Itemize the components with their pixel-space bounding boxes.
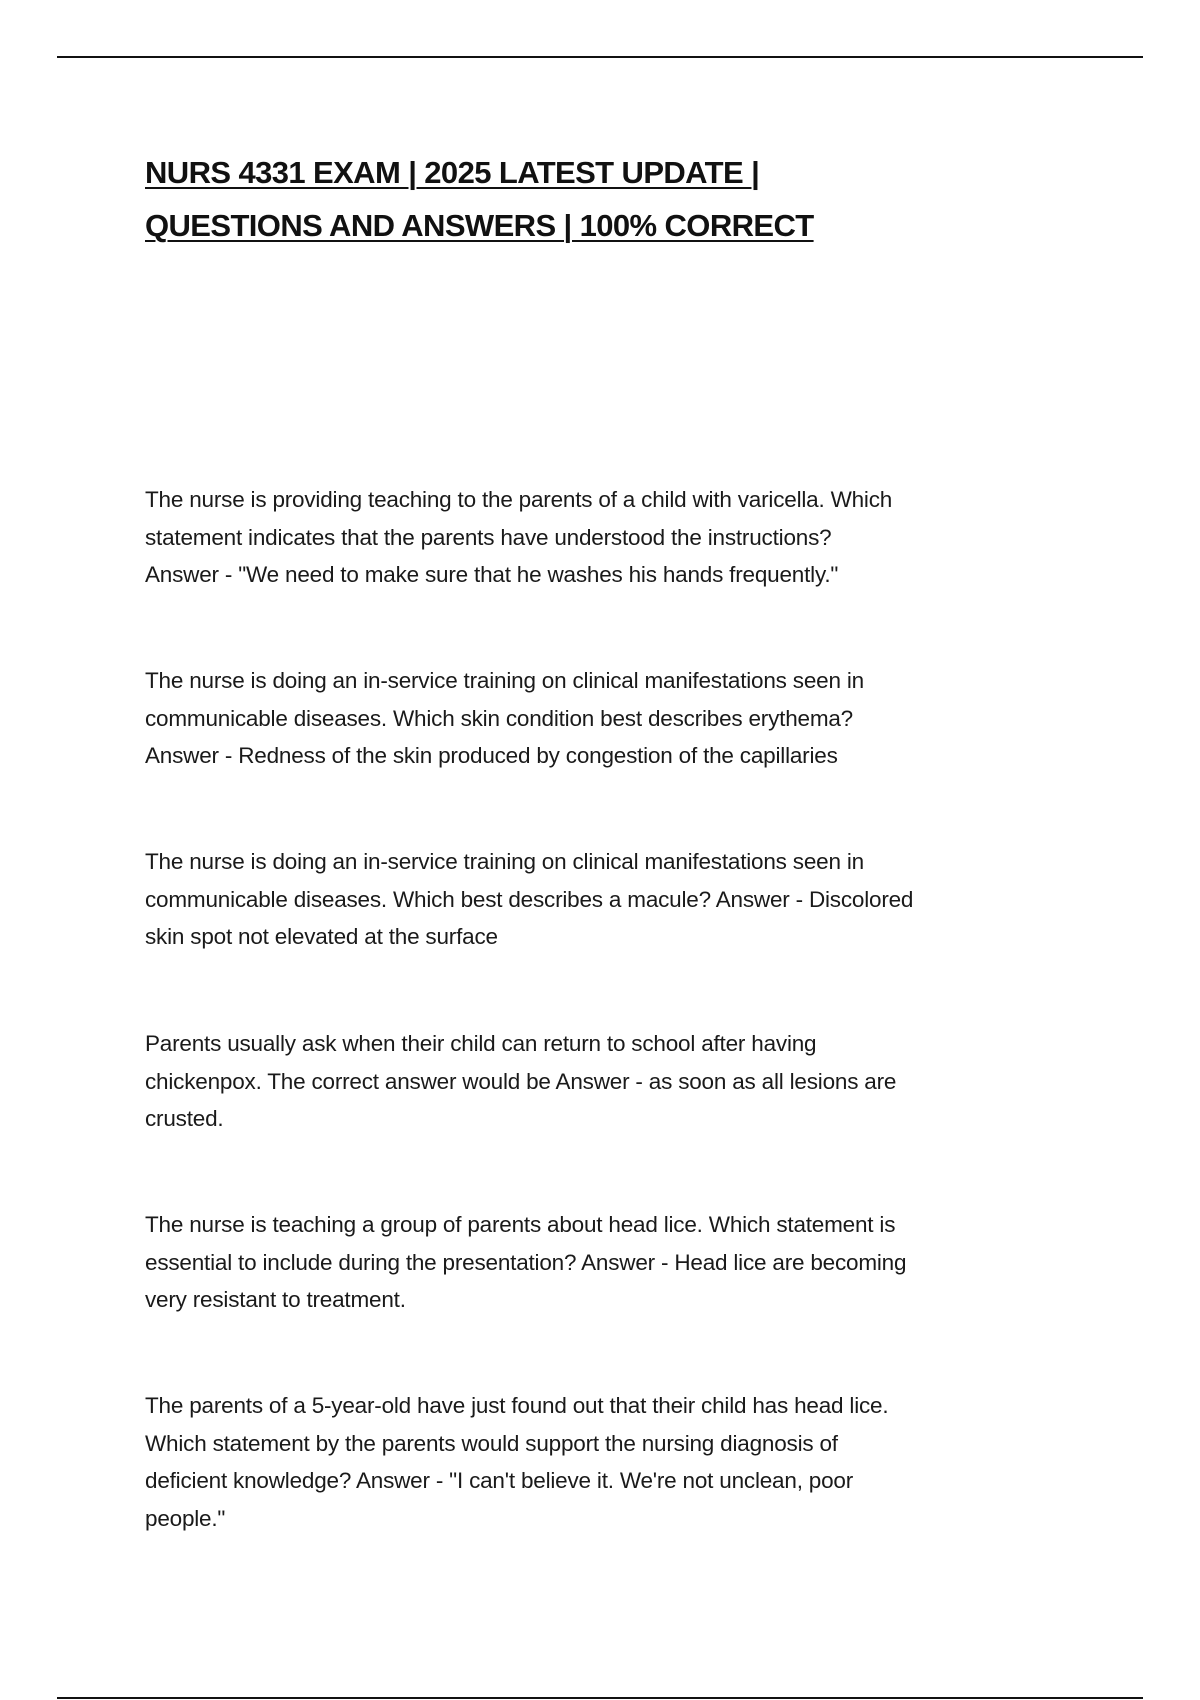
qa-item-chickenpox: [145, 1025, 1065, 1138]
qa-line: communicable diseases. Which skin condition best describes erythema?: [145, 705, 853, 731]
header-rule: [57, 56, 1143, 58]
qa-line: Answer - Redness of the skin produced by congestion of the capillaries: [145, 743, 838, 768]
qa-line: very resistant to treatment.: [145, 1287, 406, 1312]
qa-line: chickenpox. The correct answer would be Answer - as soon as all lesions are: [145, 1068, 897, 1094]
qa-item-varicella: [145, 481, 1065, 594]
qa-item-macule: [145, 843, 1065, 956]
footer-rule: [57, 1697, 1143, 1699]
qa-line: people.": [145, 1505, 226, 1531]
qa-line: The parents of a 5-year-old have just found out that their child has head lice.: [145, 1393, 889, 1418]
qa-line: crusted.: [145, 1106, 224, 1131]
qa-line: deficient knowledge? Answer - "I can't believe it. We're not unclean, poor: [145, 1468, 854, 1493]
qa-line: essential to include during the presentation? Answer - Head lice are becoming: [145, 1249, 907, 1275]
qa-item-head-lice-teaching: [145, 1206, 1065, 1319]
qa-line: Which statement by the parents would support the nursing diagnosis of: [145, 1430, 838, 1456]
qa-item-erythema: [145, 662, 1065, 775]
qa-line: statement indicates that the parents have understood the instructions?: [145, 524, 832, 550]
document-title: [145, 146, 1045, 252]
qa-line: The nurse is teaching a group of parents about head lice. Which statement is: [145, 1212, 896, 1237]
title-line: NURS 4331 EXAM | 2025 LATEST UPDATE |: [145, 155, 760, 190]
title-line: QUESTIONS AND ANSWERS | 100% CORRECT: [145, 208, 814, 243]
qa-line: The nurse is providing teaching to the parents of a child with varicella. Which: [145, 487, 893, 512]
qa-line: The nurse is doing an in-service training on clinical manifestations seen in: [145, 668, 864, 693]
qa-line: Parents usually ask when their child can return to school after having: [145, 1031, 817, 1056]
qa-line: communicable diseases. Which best describes a macule? Answer - Discolored: [145, 886, 914, 912]
qa-item-deficient-knowledge: [145, 1387, 1065, 1537]
qa-line: The nurse is doing an in-service training on clinical manifestations seen in: [145, 849, 864, 874]
qa-line: Answer - "We need to make sure that he washes his hands frequently.": [145, 562, 839, 587]
qa-line: skin spot not elevated at the surface: [145, 924, 498, 949]
